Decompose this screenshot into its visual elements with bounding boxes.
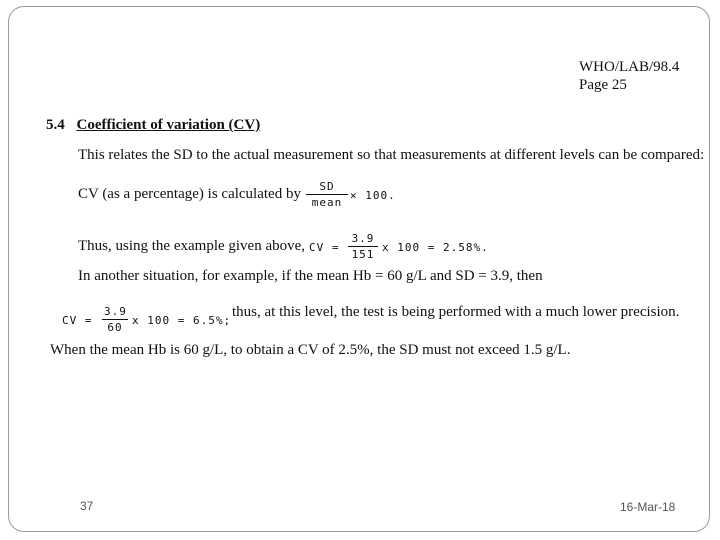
example-result: x 100 = 2.58%. xyxy=(382,241,489,254)
cv-definition-multiplier: × 100. xyxy=(350,189,396,202)
slide-number: 37 xyxy=(80,499,94,513)
page-reference: Page 25 xyxy=(579,77,627,93)
fraction-denominator: 60 xyxy=(107,321,123,334)
cv-definition-text: CV (as a percentage) is calculated by xyxy=(78,186,301,202)
fraction-denominator: 151 xyxy=(351,248,375,261)
another-situation-text: In another situation, for example, if the mean Hb = 60 g/L and SD = 3.9, then xyxy=(78,268,543,284)
cv-definition-fraction xyxy=(306,179,348,210)
second-result: x 100 = 6.5%; xyxy=(132,314,232,327)
second-fraction xyxy=(102,304,128,335)
example-text: Thus, using the example given above, xyxy=(78,238,306,254)
document-reference: WHO/LAB/98.4 xyxy=(579,59,680,75)
section-title: Coefficient of variation (CV) xyxy=(76,117,261,133)
fraction-numerator: 3.9 xyxy=(104,305,127,318)
section-heading xyxy=(46,117,260,134)
conclusion-text: When the mean Hb is 60 g/L, to obtain a CV of 2.5%, the SD must not exceed 1.5 g/L. xyxy=(50,342,571,358)
footer-date: 16-Mar-18 xyxy=(620,500,676,514)
fraction-numerator: SD xyxy=(306,179,348,195)
second-text: thus, at this level, the test is being performed with a much lower precision. xyxy=(232,304,680,320)
intro-paragraph: This relates the SD to the actual measurement so that measurements at different levels can be compared: xyxy=(78,147,705,163)
fraction-numerator: 3.9 xyxy=(348,231,378,247)
example-fraction xyxy=(348,231,378,262)
section-number: 5.4 xyxy=(46,117,65,133)
example-cv-label: CV = xyxy=(309,241,340,254)
second-cv-label: CV = xyxy=(62,314,93,327)
fraction-denominator: mean xyxy=(311,196,343,209)
